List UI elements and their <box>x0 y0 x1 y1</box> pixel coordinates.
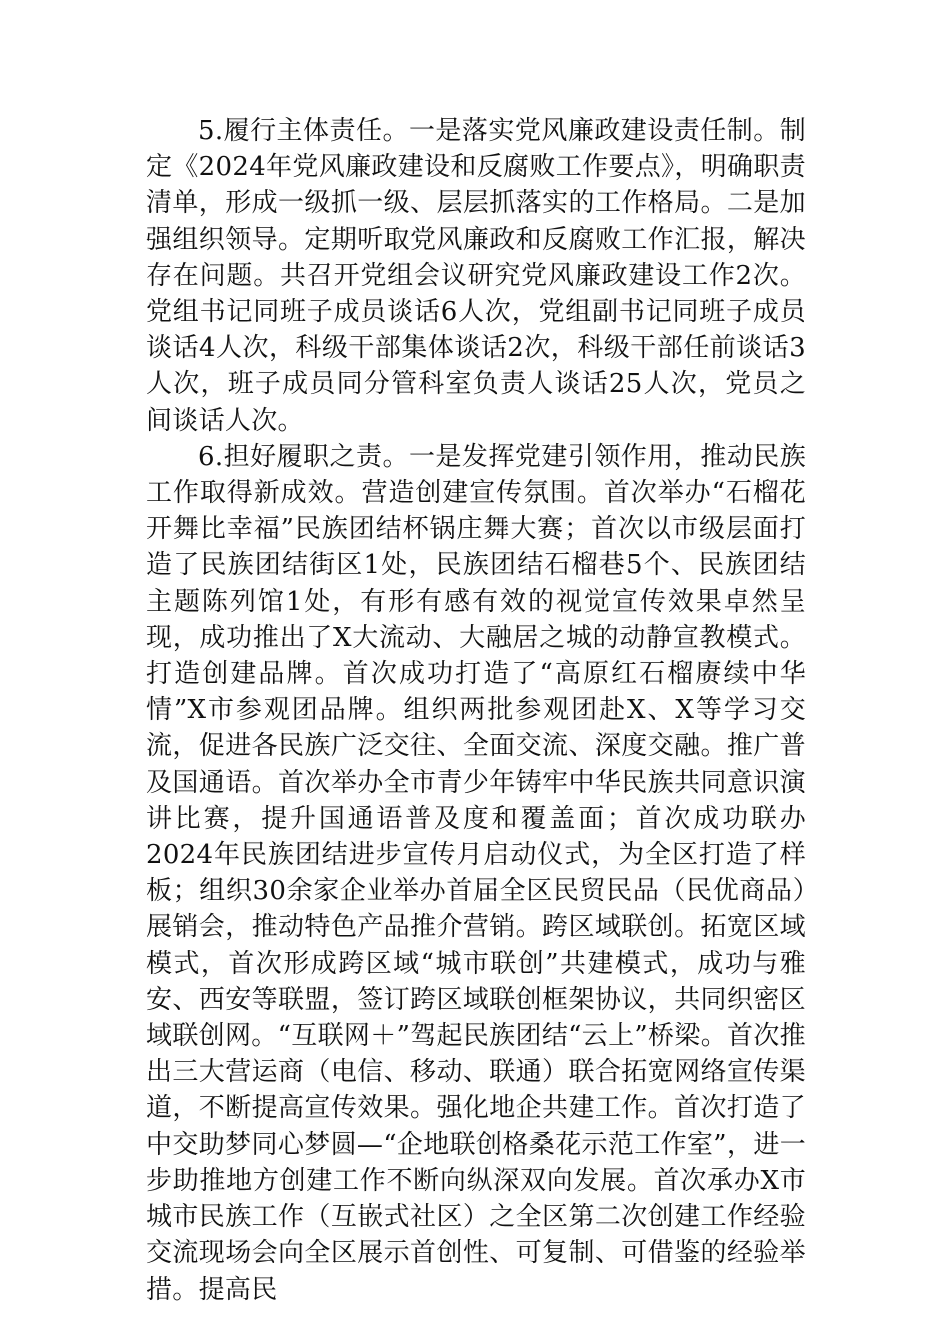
paragraph-responsibility: 5.履行主体责任。一是落实党风廉政建设责任制。制定《2024年党风廉政建设和反腐败工作要点》，明确职责清单，形成一级抓一级、层层抓落实的工作格局。二是加强组织领导。定期听取党风廉政和反腐败工作汇报，解决存在问题。共召开党组会议研究党风廉政建设工作2次。党组书记同班子成员谈话6人次，党组副书记同班子成员谈话4人次，科级干部集体谈话2次，科级干部任前谈话3人次，班子成员同分管科室负责人谈话25人次，党员之间谈话人次。 <box>146 116 806 436</box>
paragraph-duties: 6.担好履职之责。一是发挥党建引领作用，推动民族工作取得新成效。营造创建宣传氛围。首次举办“石榴花开舞比幸福”民族团结杯锅庄舞大赛；首次以市级层面打造了民族团结街区1处，民族团结石榴巷5个、民族团结主题陈列馆1处，有形有感有效的视觉宣传效果卓然呈现，成功推出了X大流动、大融居之城的动静宣教模式。打造创建品牌。首次成功打造了“高原红石榴赓续中华情”X市参观团品牌。组织两批参观团赴X、X等学习交流，促进各民族广泛交往、全面交流、深度交融。推广普及国通语。首次举办全市青少年铸牢中华民族共同意识演讲比赛，提升国通语普及度和覆盖面；首次成功联办2024年民族团结进步宣传月启动仪式，为全区打造了样板；组织30余家企业举办首届全区民贸民品（民优商品）展销会，推动特色产品推介营销。跨区域联创。拓宽区域模式，首次形成跨区域“城市联创”共建模式，成功与雅安、西安等联盟，签订跨区域联创框架协议，共同织密区域联创网。“互联网＋”驾起民族团结“云上”桥梁。首次推出三大营运商（电信、移动、联通）联合拓宽网络宣传渠道，不断提高宣传效果。强化地企共建工作。首次打造了中交助梦同心梦圆—“企地联创格桑花示范工作室”，进一步助推地方创建工作不断向纵深双向发展。首次承办X市城市民族工作（互嵌式社区）之全区第二次创建工作经验交流现场会向全区展示首创性、可复制、可借鉴的经验举措。提高民 <box>146 441 806 1305</box>
document-body <box>146 113 806 1308</box>
